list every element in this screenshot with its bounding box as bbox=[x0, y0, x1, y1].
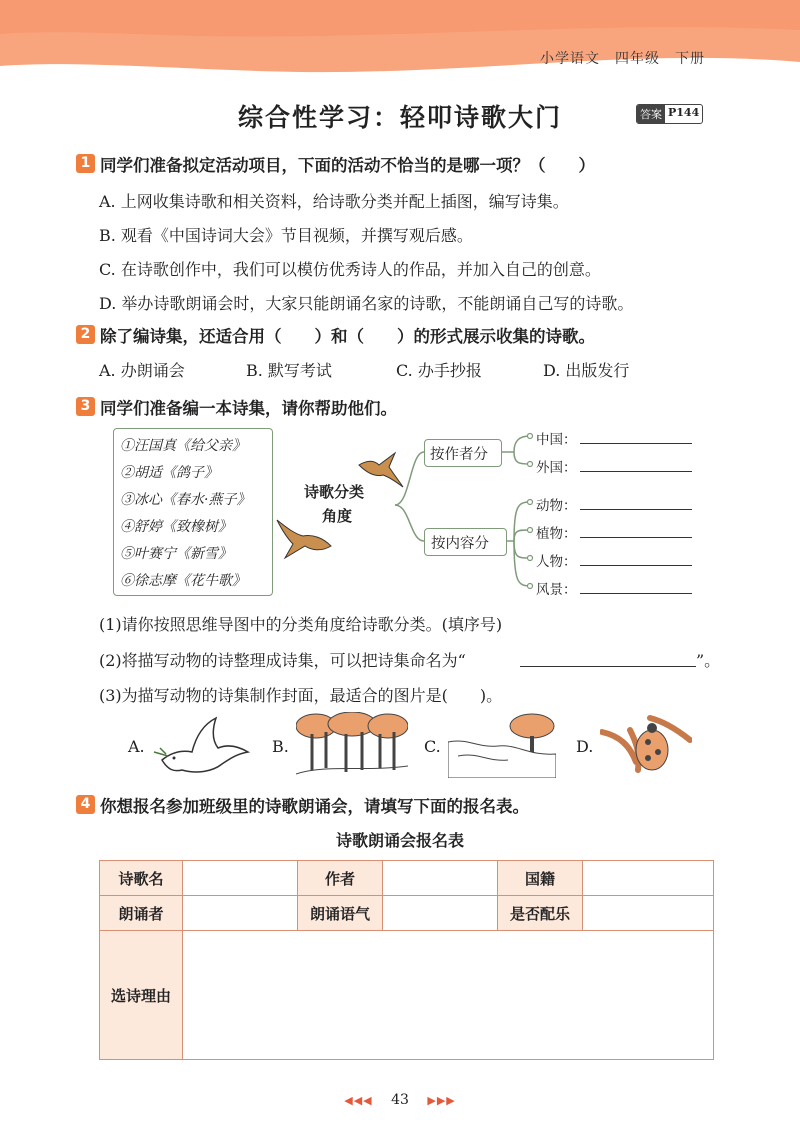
poem-item: ①汪国真《给父亲》 bbox=[120, 438, 246, 454]
river-landscape-icon[interactable] bbox=[448, 712, 556, 778]
label-poem-name: 诗歌名 bbox=[100, 861, 183, 896]
next-arrows-icon: ▶▶▶ bbox=[427, 1094, 456, 1107]
field-reciter[interactable] bbox=[183, 896, 298, 931]
ladybug-icon[interactable] bbox=[600, 712, 692, 778]
q1-option-d[interactable]: D. 举办诗歌朗诵会时，大家只能朗诵名家的诗歌，不能朗诵自己写的诗歌。 bbox=[99, 294, 634, 313]
q4-number: 4 bbox=[76, 795, 95, 814]
label-reciter: 朗诵者 bbox=[100, 896, 183, 931]
category-china: 中国： bbox=[536, 432, 577, 448]
q3-sub2-suffix: ”。 bbox=[696, 651, 721, 670]
page-number: 43 bbox=[391, 1092, 409, 1108]
category-scenery: 风景： bbox=[536, 582, 577, 598]
poem-item: ⑥徐志摩《花牛歌》 bbox=[120, 573, 246, 589]
label-tone: 朗诵语气 bbox=[298, 896, 383, 931]
field-reason[interactable] bbox=[183, 931, 714, 1060]
prev-arrows-icon: ◀◀◀ bbox=[344, 1094, 373, 1107]
poem-item: ④舒婷《致橡树》 bbox=[120, 519, 232, 535]
branch-content-label: 按内容分 bbox=[431, 536, 489, 552]
poem-item: ②胡适《鸽子》 bbox=[120, 465, 218, 481]
field-author[interactable] bbox=[383, 861, 498, 896]
q3-sub2-prefix: (2)将描写动物的诗整理成诗集，可以把诗集命名为“ bbox=[99, 651, 466, 670]
category-people: 人物： bbox=[536, 554, 577, 570]
poem-item: ③冰心《春水·燕子》 bbox=[120, 492, 251, 508]
label-music: 是否配乐 bbox=[498, 896, 583, 931]
q2-stem: 除了编诗集，还适合用（ ）和（ ）的形式展示收集的诗歌。 bbox=[100, 327, 595, 346]
q1-option-c[interactable]: C. 在诗歌创作中，我们可以模仿优秀诗人的作品，并加入自己的创意。 bbox=[99, 260, 601, 279]
dove-icon[interactable] bbox=[152, 716, 252, 778]
q2-option-d[interactable]: D. 出版发行 bbox=[543, 361, 630, 380]
poem-item: ⑤叶赛宁《新雪》 bbox=[120, 546, 232, 562]
category-china-blank[interactable] bbox=[580, 443, 692, 444]
category-scenery-blank[interactable] bbox=[580, 593, 692, 594]
branch-author-label: 按作者分 bbox=[430, 447, 488, 463]
field-music[interactable] bbox=[583, 896, 714, 931]
q2-option-b[interactable]: B. 默写考试 bbox=[246, 361, 332, 380]
pic-option-c-label[interactable]: C. bbox=[424, 737, 441, 756]
q3-stem: 同学们准备编一本诗集，请你帮助他们。 bbox=[100, 399, 397, 418]
label-nationality: 国籍 bbox=[498, 861, 583, 896]
category-animal: 动物： bbox=[536, 498, 577, 514]
category-foreign: 外国： bbox=[536, 460, 577, 476]
mindmap-center-line2: 角度 bbox=[322, 507, 353, 525]
pic-option-d-label[interactable]: D. bbox=[576, 737, 594, 756]
label-reason: 选诗理由 bbox=[100, 931, 183, 1060]
page-title: 综合性学习：轻叩诗歌大门 bbox=[237, 103, 562, 132]
field-poem-name[interactable] bbox=[183, 861, 298, 896]
q3-sub1: (1)请你按照思维导图中的分类角度给诗歌分类。(填序号) bbox=[99, 615, 503, 634]
q4-stem: 你想报名参加班级里的诗歌朗诵会，请填写下面的报名表。 bbox=[100, 797, 529, 816]
q1-stem: 同学们准备拟定活动项目，下面的活动不恰当的是哪一项？（ ） bbox=[100, 156, 595, 175]
pic-option-b-label[interactable]: B. bbox=[272, 737, 289, 756]
q2-number: 2 bbox=[76, 325, 95, 344]
forest-icon[interactable] bbox=[296, 712, 408, 778]
label-author: 作者 bbox=[298, 861, 383, 896]
q1-option-a[interactable]: A. 上网收集诗歌和相关资料，给诗歌分类并配上插图，编写诗集。 bbox=[99, 192, 569, 211]
mindmap-center-line1: 诗歌分类 bbox=[304, 483, 365, 501]
signup-table bbox=[99, 860, 714, 1060]
table-row bbox=[100, 896, 714, 931]
answer-tag-label: 答案 bbox=[637, 105, 665, 123]
q1-number: 1 bbox=[76, 154, 95, 173]
category-people-blank[interactable] bbox=[580, 565, 692, 566]
q3-sub3: (3)为描写动物的诗集制作封面，最适合的图片是( )。 bbox=[99, 686, 503, 705]
table-row bbox=[100, 861, 714, 896]
pic-option-a-label[interactable]: A. bbox=[128, 737, 145, 756]
category-foreign-blank[interactable] bbox=[580, 471, 692, 472]
category-animal-blank[interactable] bbox=[580, 509, 692, 510]
collection-name-blank[interactable] bbox=[520, 666, 696, 667]
answer-tag-page: P144 bbox=[668, 106, 700, 119]
form-title: 诗歌朗诵会报名表 bbox=[335, 831, 464, 850]
q2-option-a[interactable]: A. 办朗诵会 bbox=[99, 361, 185, 380]
field-nationality[interactable] bbox=[583, 861, 714, 896]
course-label: 小学语文 四年级 下册 bbox=[540, 51, 705, 67]
q2-option-c[interactable]: C. 办手抄报 bbox=[396, 361, 482, 380]
field-tone[interactable] bbox=[383, 896, 498, 931]
category-plant: 植物： bbox=[536, 526, 577, 542]
table-row bbox=[100, 931, 714, 1060]
page-footer bbox=[0, 1092, 800, 1108]
q3-number: 3 bbox=[76, 397, 95, 416]
q1-option-b[interactable]: B. 观看《中国诗词大会》节目视频，并撰写观后感。 bbox=[99, 226, 473, 245]
category-plant-blank[interactable] bbox=[580, 537, 692, 538]
